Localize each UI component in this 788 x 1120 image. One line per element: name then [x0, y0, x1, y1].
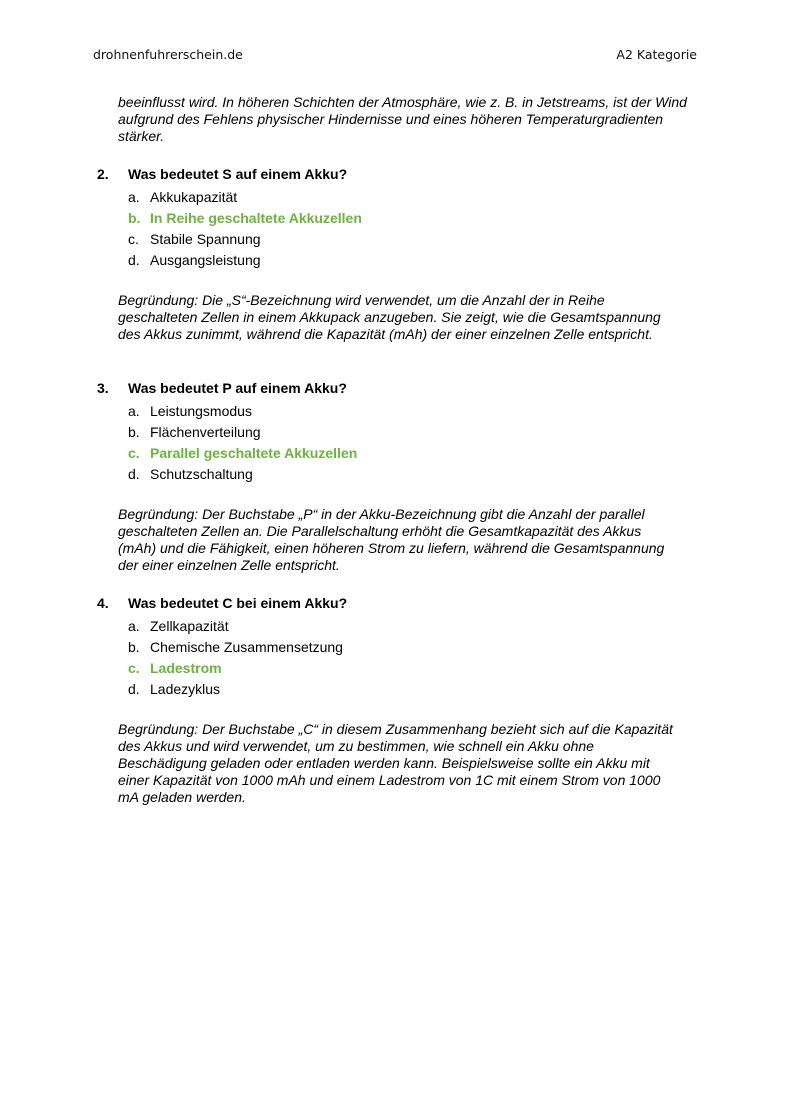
- answer-option-c-correct: c. Parallel geschaltete Akkuzellen: [128, 445, 358, 461]
- question-text: Was bedeutet C bei einem Akku?: [128, 595, 348, 611]
- answer-option-c: c. Stabile Spannung: [128, 231, 261, 247]
- answer-options: [97, 401, 697, 485]
- question-3: [97, 380, 697, 574]
- intro-paragraph: beeinflusst wird. In höheren Schichten der Atmosphäre, wie z. B. in Jetstreams, ist der Wind aufgrund des Fehlens physischer Hindernisse und eines höheren Temperaturgradienten stärker.: [118, 94, 687, 144]
- question-text: Was bedeutet P auf einem Akku?: [128, 380, 347, 396]
- answer-options: [97, 616, 697, 700]
- question-2: [97, 166, 697, 343]
- question-text: Was bedeutet S auf einem Akku?: [128, 166, 348, 182]
- question-title: [97, 595, 697, 612]
- explanation-paragraph: Begründung: Der Buchstabe „C“ in diesem Zusammenhang bezieht sich auf die Kapazität des Akkus und wird verwendet, um zu bestimmen, wie schnell ein Akku ohne Beschädigung geladen oder entladen werden kann. Beispielsweise sollte ein Akku mit einer Kapazität von 1000 mAh und einem Ladestrom von 1C mit einem Strom von 1000 mA geladen werden.: [118, 721, 673, 805]
- explanation-paragraph: Begründung: Die „S“-Bezeichnung wird verwendet, um die Anzahl der in Reihe geschalteten Zellen in einem Akkupack anzugeben. Sie zeigt, wie die Gesamtspannung des Akkus zunimmt, während die Kapazität (mAh) der einer einzelnen Zelle entspricht.: [118, 292, 661, 342]
- question-title: [97, 380, 697, 397]
- answer-option-a: a. Leistungsmodus: [128, 403, 252, 419]
- question-number: 3.: [97, 380, 109, 396]
- category-label: A2 Kategorie: [616, 47, 697, 62]
- answer-option-b: b. Chemische Zusammensetzung: [128, 639, 343, 655]
- site-name: drohnenfuhrerschein.de: [93, 47, 243, 62]
- answer-option-d: d. Ladezyklus: [128, 681, 221, 697]
- answer-option-c-correct: c. Ladestrom: [128, 660, 222, 676]
- answer-option-d: d. Schutzschaltung: [128, 466, 253, 482]
- answer-option-a: a. Zellkapazität: [128, 618, 229, 634]
- explanation-paragraph: Begründung: Der Buchstabe „P“ in der Akku-Bezeichnung gibt die Anzahl der parallel geschalteten Zellen an. Die Parallelschaltung erhöht die Gesamtkapazität des Akkus (mAh) und die Fähigkeit, einen höheren Strom zu liefern, während die Gesamtspannung der einer einzelnen Zelle entspricht.: [118, 506, 665, 573]
- answer-option-b: b. Flächenverteilung: [128, 424, 261, 440]
- answer-option-d: d. Ausgangsleistung: [128, 252, 261, 268]
- question-4: [97, 595, 697, 806]
- answer-option-b-correct: b. In Reihe geschaltete Akkuzellen: [128, 210, 362, 226]
- question-number: 4.: [97, 595, 109, 611]
- question-number: 2.: [97, 166, 109, 182]
- question-title: [97, 166, 697, 183]
- answer-options: [97, 187, 697, 271]
- answer-option-a: a. Akkukapazität: [128, 189, 238, 205]
